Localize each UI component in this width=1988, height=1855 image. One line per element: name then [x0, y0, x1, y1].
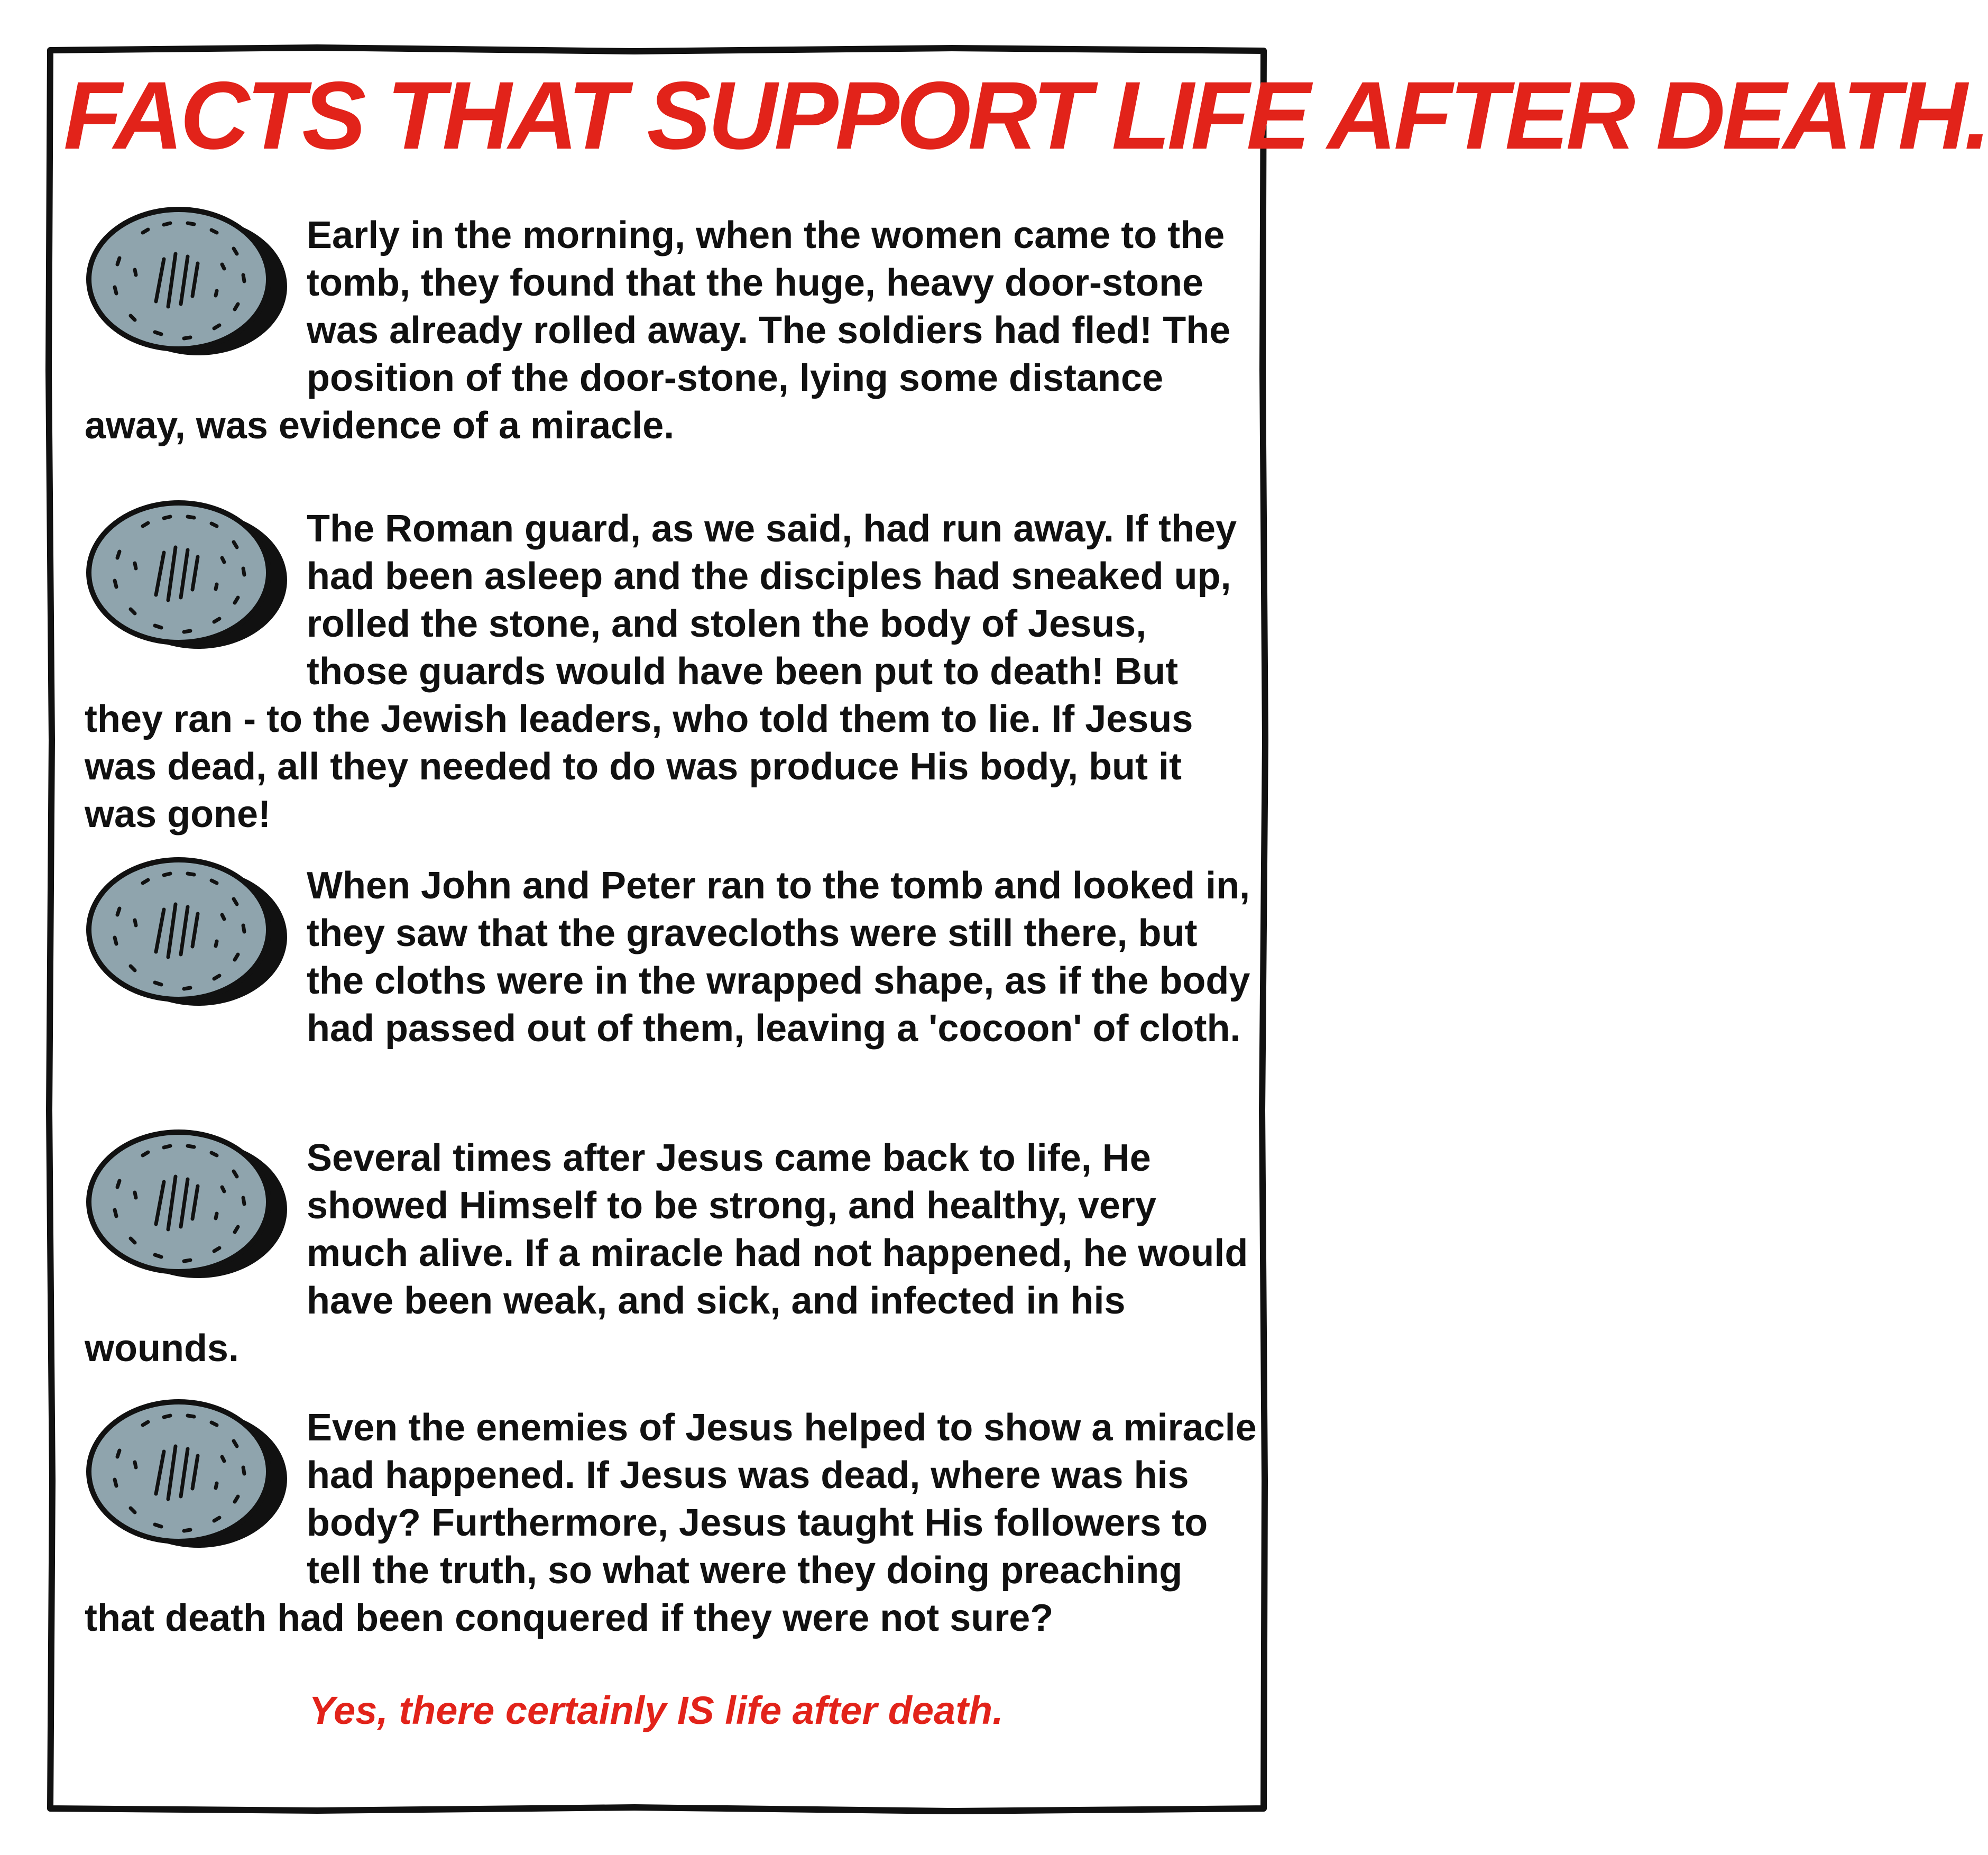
- fact-1: [85, 212, 1258, 449]
- round-door-stone-icon: [85, 201, 296, 370]
- fact-text: Even the enemies of Jesus helped to show a miracle had happened. If Jesus was dead, where was his body? Furthermore, Jesus taught His followers to tell the truth, so what were they doing preaching that death had been conquered if they were not sure?: [85, 1407, 1257, 1639]
- page-title: FACTS THAT SUPPORT LIFE AFTER DEATH.: [63, 61, 1988, 169]
- fact-text: Early in the morning, when the women came to the tomb, they found that the huge, heavy door-stone was already rolled away. The soldiers had fled! The position of the door-stone, lying some distance away, was evidence of a miracle.: [85, 214, 1231, 447]
- fact-text: Several times after Jesus came back to life, He showed Himself to be strong, and healthy, very much alive. If a miracle had not happened, he would have been weak, and sick, and infected in his wounds.: [85, 1137, 1248, 1370]
- fact-4: [85, 1134, 1258, 1372]
- fact-2: [85, 505, 1258, 838]
- closing-statement: Yes, there certainly IS life after death.: [309, 1688, 1004, 1732]
- fact-text: When John and Peter ran to the tomb and looked in, they saw that the gravecloths were still there, but the cloths were in the wrapped shape, as if the body had passed out of them, leaving a 'cocoon' of cloth.: [307, 865, 1250, 1050]
- round-door-stone-icon: [85, 851, 296, 1021]
- fact-text: The Roman guard, as we said, had run away. If they had been asleep and the disciples had sneaked up, rolled the stone, and stolen the body of Jesus, those guards would have been put to death! But they ran - to the Jewish leaders, who told them to lie. If Jesus was dead, all they needed to do was produce His body, but it was gone!: [85, 508, 1237, 835]
- round-door-stone-icon: [85, 1124, 296, 1293]
- round-door-stone-icon: [85, 494, 296, 664]
- fact-5: [85, 1404, 1258, 1642]
- fact-3: [85, 862, 1258, 1052]
- round-door-stone-icon: [85, 1393, 296, 1563]
